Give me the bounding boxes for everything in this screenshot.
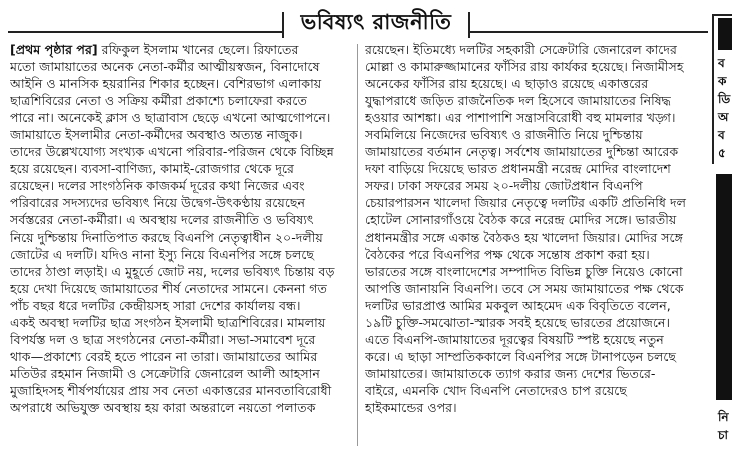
- text-line: নিয়ে দুশ্চিন্তায় দিনাতিপাত করছে বিএনপি নেতৃত্বাধীন ২০-দলীয়: [10, 229, 323, 245]
- continuation-marker: [প্রথম পৃষ্ঠার পর]: [10, 42, 98, 57]
- text-line: জামায়াতের। জামায়াতকে ত্যাগ করার জন্য দেশের ভিতরে-: [365, 365, 656, 381]
- text-line: সফর। ঢাকা সফরের সময় ২০-দলীয় জোটপ্রধান বিএনপি: [365, 178, 643, 194]
- text-line: রয়েছেন। দলের সাংগঠনিক কাজকর্ম দূরের কথা নিজের এবং: [10, 178, 305, 194]
- text-line: অপরাধে অভিযুক্ত অবস্থায় হয় কারা অন্তরালে নয়তো পলাতক: [10, 399, 316, 415]
- fragment-char: অ: [718, 110, 729, 124]
- text-line: দলটির ভারপ্রাপ্ত আমির মকবুল আহমেদ এক বিবৃতিতে বলেন,: [365, 297, 671, 313]
- fragment-char: ক: [718, 74, 727, 88]
- text-line: জামায়াতে ইসলামীর নেতা-কর্মীদের অবস্থাও অত্যন্ত নাজুক।: [10, 127, 303, 143]
- adjacent-photo-block: [716, 174, 732, 400]
- text-line: পরিবারের সদস্যদের ভবিষ্যৎ নিয়ে উদ্বেগ-উৎকণ্ঠায় রয়েছেন: [10, 195, 306, 211]
- text-line: তাদের উল্লেখযোগ্য সংখ্যক এখনো পরিবার-পরিজন থেকে বিচ্ছিন্ন: [10, 144, 334, 160]
- text-line: [প্রথম পৃষ্ঠার পর] রফিকুল ইসলাম খানের ছেলে। রিফাতের: [10, 42, 299, 57]
- text-line: সর্বস্তরের নেতা-কর্মীরা। এ অবস্থায় দলের রাজনীতি ও ভবিষ্যৎ: [10, 212, 314, 228]
- article-column-right: [365, 41, 705, 451]
- text-line: বাইরে, এমনকি খোদ বিএনপি নেতাদেরও চাপ রয়েছে: [365, 382, 627, 398]
- text-line: হয়ে দেখা দিয়েছে জামায়াতের শীর্ষ নেতাদের সামনে। কেননা গত: [10, 280, 327, 296]
- text-line: ভারতের সঙ্গে বাংলাদেশের সম্পাদিত বিভিন্ন চুক্তি নিয়েও কোনো: [365, 263, 683, 279]
- adjacent-headline-block: [718, 18, 732, 50]
- text-line: পাঁচ বছর ধরে দলটির কেন্দ্রীয়সহ সারা দেশের কার্যালয় বন্ধ।: [10, 297, 301, 313]
- article-column-left: [10, 41, 350, 451]
- text-line: তাদের ঠাণ্ডা লড়াই। এ মুহূর্তে জোট নয়, দলের ভবিষ্যৎ চিন্তায় বড়: [10, 263, 335, 279]
- text-line: মোল্লা ও কামারুজ্জামানের ফাঁসির রায় কার্যকর হয়েছে। নিজামীসহ: [365, 59, 684, 75]
- text-line: হাইকমান্ডের ওপর।: [365, 399, 457, 415]
- text-line: জামায়াতের বর্তমান নেতৃত্ব। সর্বশেষ জামায়াতের দুশ্চিন্তা আরেক: [365, 144, 679, 160]
- fragment-char: ব: [718, 128, 725, 142]
- headline-box: [282, 6, 470, 40]
- text-line: থাক—প্রকাশ্যে বেরই হতে পারেন না তারা। জামায়াতের আমির: [10, 348, 318, 364]
- adjacent-article-fragment: [712, 14, 732, 456]
- text-line: মতো জামায়াতের অনেক নেতা-কর্মীর আত্মীয়স্বজন, বিনাদোষে: [10, 59, 320, 75]
- text-line: জোটের এ দলটি। যদিও নানা ইস্যু নিয়ে বিএনপির সঙ্গে চলছে: [10, 246, 315, 262]
- text-line: হওয়ার আশঙ্কা। এর পাশাপাশি সন্ত্রাসবিরোধী বহু মামলার খড়্গ।: [365, 110, 676, 126]
- text-line: চেয়ারপারসন খালেদা জিয়ার নেতৃত্বে দলটির একটি প্রতিনিধি দল: [365, 195, 686, 211]
- text-line: হোটেল সোনারগাঁওয়ে বৈঠক করে নরেন্দ্র মোদির সঙ্গে। ভারতীয়: [365, 212, 677, 228]
- text-line: মতিউর রহমান নিজামী ও সেক্রেটারি জেনারেল আলী আহসান: [10, 365, 320, 381]
- text-line: আইনি ও মানসিক হয়রানির শিকার হচ্ছেন। বেশিরভাগ এলাকায়: [10, 76, 322, 92]
- fragment-char: ৫: [718, 146, 726, 160]
- text-line: ১৯টি চুক্তি-সমঝোতা-স্মারক সবই হয়েছে ভারতের প্রয়োজনে।: [365, 314, 670, 330]
- text-line: বিপর্যস্ত দল ও ছাত্র সংগঠনের নেতা-কর্মীরা। সভা-সমাবেশ দূরে: [10, 331, 316, 347]
- column-divider: [357, 44, 358, 446]
- text-line: সবমিলিয়ে নিজেদের ভবিষ্যৎ ও রাজনীতি নিয়ে দুশ্চিন্তায়: [365, 127, 643, 143]
- text-line: বৈঠকের পরে বিএনপির পক্ষ থেকে সন্তোষ প্রকাশ করা হয়।: [365, 246, 650, 262]
- text-line: পারে না। অনেকেই ক্লাস ও ছাত্রাবাস ছেড়ে এখনো আত্মগোপনে।: [10, 110, 331, 126]
- text-line: একই অবস্থা দলটির ছাত্র সংগঠন ইসলামী ছাত্রশিবিরের। মামলায়: [10, 314, 326, 330]
- fragment-char: ব: [718, 56, 725, 70]
- text-line: ছাত্রশিবিরের নেতা ও সক্রিয় কর্মীরা প্রকাশ্যে চলাফেরা করতে: [10, 93, 307, 109]
- fragment-char: চা: [718, 428, 728, 442]
- text-line: অনেকের ফাঁসির রায় হয়েছে। এ ছাড়াও রয়েছে একাত্তরের: [365, 76, 649, 92]
- text-line: দফা বাড়িয়ে দিয়েছে ভারত প্রধানমন্ত্রী নরেন্দ্র মোদির বাংলাদেশ: [365, 161, 671, 177]
- text-line: হয়ে রয়েছেন। ব্যবসা-বাণিজ্য, কামাই-রোজগার থেকে দূরে: [10, 161, 294, 177]
- text-line: মুজাহিদসহ শীর্ষপর্যায়ের প্রায় সব নেতা একাত্তরের মানবতাবিরোধী: [10, 382, 332, 398]
- text-line: যুদ্ধাপরাধে জড়িত রাজনৈতিক দল হিসেবে জামায়াতের নিষিদ্ধ: [365, 93, 671, 109]
- headline: ভবিষ্যৎ রাজনীতি: [300, 9, 452, 34]
- text-line: আপত্তি জানায়নি বিএনপি। তবে সে সময় জামায়াতের পক্ষ থেকে: [365, 280, 684, 296]
- fragment-char: নি: [718, 410, 729, 424]
- fragment-char: ডি: [718, 92, 731, 106]
- text-line: প্রধানমন্ত্রীর সঙ্গে একান্ত বৈঠকও হয় খালেদা জিয়ার। মোদির সঙ্গে: [365, 229, 683, 245]
- text-line: করে। এ ছাড়া সাম্প্রতিককালে বিএনপির সঙ্গে টানাপড়েন চলছে: [365, 348, 677, 364]
- text-line: রয়েছেন। ইতিমধ্যে দলটির সহকারী সেক্রেটারি জেনারেল কাদের: [365, 42, 677, 57]
- text-line: এতে বিএনপি-জামায়াতের দূরত্বের বিষয়টি স্পষ্ট হয়েছে নতুন: [365, 331, 664, 347]
